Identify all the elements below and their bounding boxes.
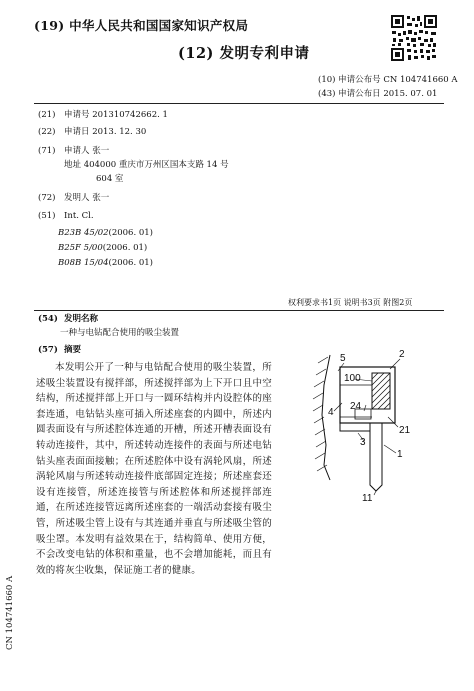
field-number: (22): [38, 127, 56, 137]
side-publication-number: CN 104741660 A: [5, 575, 15, 650]
invention-title: 一种与电钻配合使用的吸尘装置: [60, 328, 180, 338]
header-divider: [34, 103, 444, 104]
int-cl-label: Int. Cl.: [64, 211, 94, 221]
field-number: (51): [38, 211, 56, 221]
ipc-code-row: [58, 243, 147, 254]
field-number: (54): [38, 314, 58, 324]
biblio-divider: [34, 310, 444, 311]
abstract-drawing: [300, 345, 460, 505]
inventor: 发明人 张一: [64, 193, 110, 203]
abstract-label: 摘要: [64, 345, 82, 355]
application-number: 申请号 201310742662. 1: [64, 110, 168, 120]
inventor-field: [38, 193, 109, 204]
application-date-field: [38, 127, 146, 138]
office-name: (19) 中华人民共和国国家知识产权局: [34, 18, 249, 33]
ipc-version: (2006. 01): [108, 258, 153, 268]
motor-block: [372, 373, 390, 409]
suction-tube: [370, 423, 382, 491]
connecting-pipe: [340, 423, 370, 431]
title-heading: [38, 314, 98, 325]
figure-label: 4: [328, 407, 334, 418]
publication-number: (10) 申请公布号 CN 104741660 A: [318, 75, 458, 85]
figure-label: 2: [399, 349, 405, 360]
ipc-code-row: [58, 258, 153, 269]
figure-label: 11: [362, 493, 373, 504]
figure-label: 100: [344, 373, 361, 384]
ipc-version: (2006. 01): [102, 243, 148, 253]
ipc-code: B08B 15/04: [58, 258, 109, 268]
qr-code-icon: [390, 14, 438, 62]
ipc-code: B25F 5/00: [58, 243, 103, 253]
applicant: 申请人 张一: [64, 146, 110, 156]
application-number-field: [38, 110, 168, 121]
int-cl-field: [38, 211, 94, 222]
figure-label: 1: [397, 449, 403, 460]
figure-label: 3: [360, 437, 366, 448]
figure-label: 24: [350, 401, 362, 412]
field-number: (21): [38, 110, 56, 120]
abstract-heading: [38, 345, 81, 356]
field-number: (57): [38, 345, 58, 355]
figure-label: 5: [340, 353, 346, 364]
applicant-field: [38, 146, 109, 157]
abstract-text: 本发明公开了一种与电钻配合使用的吸尘装置，所述吸尘装置设有搅拌部，所述搅拌部为上下开口且中空结构，所述搅拌部上开口与一圆环结构并内设腔体的座套连通，电钻钻头座可插入所述座套的内圆中，所述内圆表面设有与所述腔体连通的开槽，所述开槽表面设有转动连接件，其中，所述转动连接件的表面与所述电钻钻头座表面面接触；在所述腔体中设有涡轮风扇，所述涡轮风扇与所述转动连接件底部固定连接；所述座套还设有连接管，所述连接管与所述腔体和所述搅拌部连通，在所述连接管远离所述座套的一端活动套接有吸尘管，所述吸尘管上设有与其连通并垂直与所述吸尘管的吸尘罩。本发明有益效果在于，结构简单、使用方便，不会改变电钻的体积和重量，也不会增加能耗，而且有效的将灰尘收集，保证施工者的健康。: [36, 362, 272, 576]
motor-hatch: [372, 373, 390, 409]
ipc-version: (2006. 01): [108, 228, 153, 238]
field-number: (72): [38, 193, 56, 203]
application-date: 申请日 2013. 12. 30: [64, 127, 147, 137]
page-count-summary: 权利要求书1页 说明书3页 附图2页: [288, 298, 413, 307]
document-type: (12) 发明专利申请: [178, 45, 310, 62]
publication-date: (43) 申请公布日 2015. 07. 01: [318, 89, 438, 99]
field-number: (71): [38, 146, 56, 156]
figure-label: 21: [399, 425, 411, 436]
ipc-code: B23B 45/02: [58, 228, 109, 238]
address-line-2: 604 室: [96, 174, 124, 184]
title-label: 发明名称: [64, 314, 99, 324]
ipc-code-row: [58, 228, 153, 239]
address-line-1: 地址 404000 重庆市万州区国本支路 14 号: [64, 160, 229, 170]
